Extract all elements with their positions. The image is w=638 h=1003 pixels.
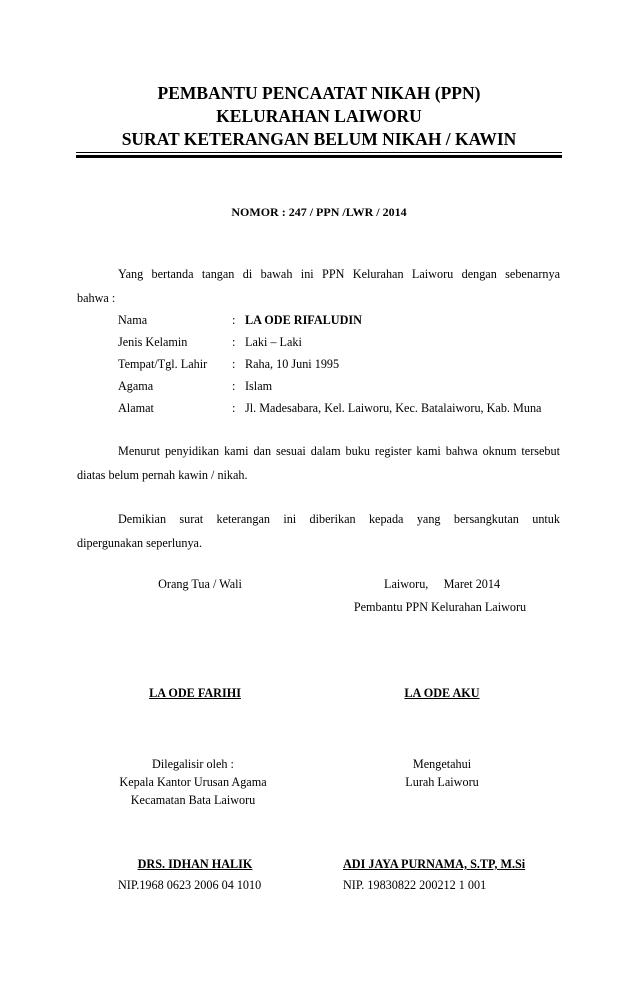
- field-value-nama: LA ODE RIFALUDIN: [245, 313, 362, 327]
- acknowledged-label: Mengetahui: [412, 757, 472, 771]
- header-rule-thin: [76, 152, 562, 153]
- field-colon: :: [232, 379, 236, 393]
- header-title-2: KELURAHAN LAIWORU: [216, 106, 422, 126]
- header-title-3: SURAT KETERANGAN BELUM NIKAH / KAWIN: [121, 129, 517, 149]
- field-value-agama: Islam: [245, 379, 273, 393]
- acknowledged-office: Lurah Laiworu: [405, 775, 479, 789]
- field-label-jenis-kelamin: Jenis Kelamin: [118, 335, 188, 349]
- field-label-alamat: Alamat: [118, 401, 154, 415]
- official-right-nip: NIP. 19830822 200212 1 001: [343, 878, 487, 892]
- legalized-by-office: Kepala Kantor Urusan Agama: [119, 775, 267, 789]
- header-title-1: PEMBANTU PENCAATAT NIKAH (PPN): [157, 83, 481, 103]
- legalized-by-district: Kecamatan Bata Laiworu: [130, 793, 256, 807]
- field-colon: :: [232, 335, 236, 349]
- paragraph-3-line-2: dipergunakan seperlunya.: [77, 536, 202, 550]
- official-left-name: DRS. IDHAN HALIK: [137, 857, 253, 871]
- paragraph-3-line-1: Demikian surat keterangan ini diberikan kepada yang bersangkutan untuk: [118, 512, 560, 526]
- field-value-tempat-tgl-lahir: Raha, 10 Juni 1995: [245, 357, 340, 371]
- official-left-nip: NIP.1968 0623 2006 04 1010: [118, 878, 262, 892]
- header-rule-thick: [76, 155, 562, 158]
- field-value-jenis-kelamin: Laki – Laki: [245, 335, 302, 349]
- paragraph-2-line-2: diatas belum pernah kawin / nikah.: [77, 468, 248, 482]
- signer-right-place-date: Laiworu, Maret 2014: [384, 577, 501, 591]
- field-colon: :: [232, 313, 236, 327]
- signer-right-name: LA ODE AKU: [404, 686, 480, 700]
- legalized-by-label: Dilegalisir oleh :: [152, 757, 234, 771]
- signer-left-name: LA ODE FARIHI: [149, 686, 241, 700]
- intro-line-1: Yang bertanda tangan di bawah ini PPN Kelurahan Laiworu dengan sebenarnya: [118, 267, 560, 281]
- paragraph-2-line-1: Menurut penyidikan kami dan sesuai dalam buku register kami bahwa oknum tersebut: [118, 444, 560, 458]
- signer-left-role: Orang Tua / Wali: [158, 577, 242, 591]
- intro-line-2: bahwa :: [77, 291, 116, 305]
- field-colon: :: [232, 357, 236, 371]
- field-label-agama: Agama: [118, 379, 154, 393]
- field-label-tempat-tgl-lahir: Tempat/Tgl. Lahir: [118, 357, 208, 371]
- field-colon: :: [232, 401, 236, 415]
- official-right-name: ADI JAYA PURNAMA, S.TP, M.Si: [343, 857, 526, 871]
- signer-right-role: Pembantu PPN Kelurahan Laiworu: [353, 600, 527, 614]
- document-number: NOMOR : 247 / PPN /LWR / 2014: [231, 205, 407, 219]
- field-label-nama: Nama: [118, 313, 148, 327]
- field-value-alamat: Jl. Madesabara, Kel. Laiworu, Kec. Batalaiworu, Kab. Muna: [245, 401, 542, 415]
